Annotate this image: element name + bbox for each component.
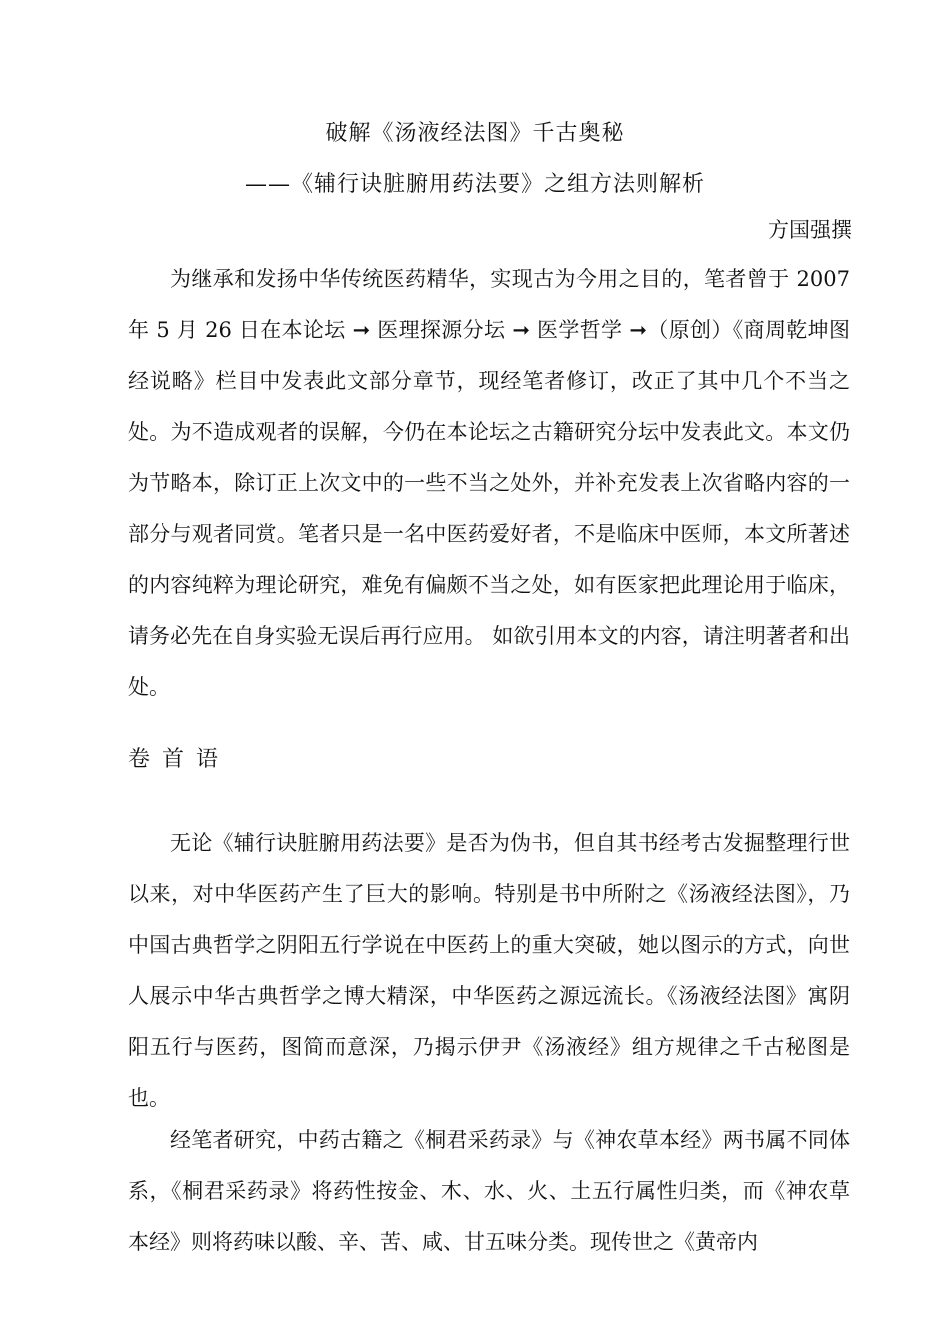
- body-paragraph-2: 经笔者研究，中药古籍之《桐君采药录》与《神农草本经》两书属不同体系，《桐君采药录》将药性按金、木、水、火、土五行属性归类，而《神农草本经》则将药味以酸、辛、苦、咸、甘五味分类。现传世之《黄帝内: [128, 1128, 850, 1254]
- section-heading: 卷首语: [128, 747, 231, 772]
- document-title: 破解《汤液经法图》千古奥秘: [325, 121, 625, 146]
- author-line: 方国强撰: [768, 218, 852, 242]
- body-paragraph-1: 无论《辅行诀脏腑用药法要》是否为伪书，但自其书经考古发掘整理行世以来，对中华医药产生了巨大的影响。特别是书中所附之《汤液经法图》，乃中国古典哲学之阴阳五行学说在中医药上的重大突破，她以图示的方式，向世人展示中华古典哲学之博大精深，中华医药之源远流长。《汤液经法图》寓阴阳五行与医药，图简而意深，乃揭示伊尹《汤液经》组方规律之千古秘图是也。: [128, 831, 850, 1110]
- intro-paragraph: 为继承和发扬中华传统医药精华，实现古为今用之目的，笔者曾于 2007 年 5 月 26 日在本论坛 ➞ 医理探源分坛 ➞ 医学哲学 ➞（原创）《商周乾坤图经说略》栏目中发表此文部分章节，现经笔者修订，改正了其中几个不当之处。为不造成观者的误解，今仍在本论坛之古籍研究分坛中发表此文。本文仍为节略本，除订正上次文中的一些不当之处外，并补充发表上次省略内容的一部分与观者同赏。笔者只是一名中医药爱好者，不是临床中医师，本文所著述的内容纯粹为理论研究，难免有偏颇不当之处，如有医家把此理论用于临床，请务必先在自身实验无误后再行应用。 如欲引用本文的内容，请注明著者和出处。: [128, 267, 850, 699]
- document-subtitle: ——《辅行诀脏腑用药法要》之组方法则解析: [244, 172, 705, 197]
